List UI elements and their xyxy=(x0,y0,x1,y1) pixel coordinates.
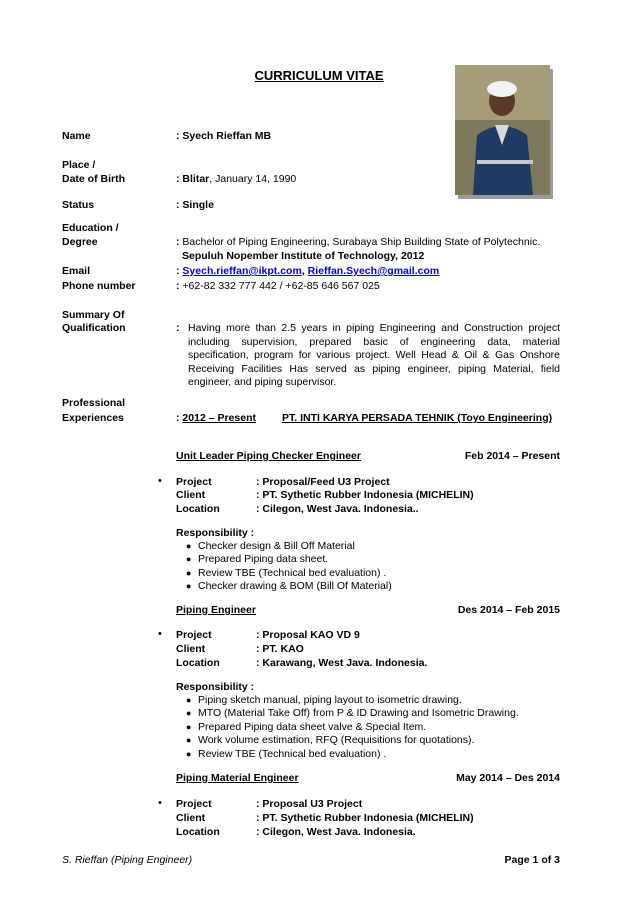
education-label: Education / xyxy=(62,222,119,234)
client-key: Client xyxy=(176,643,206,655)
project-key: Project xyxy=(176,798,212,810)
client-key: Client xyxy=(176,489,206,501)
document-title: CURRICULUM VITAE xyxy=(254,68,384,83)
bullet-icon: • xyxy=(158,797,162,809)
list-item xyxy=(186,540,392,553)
degree-line-2: Sepuluh Nopember Institute of Technology, 2012 xyxy=(182,250,425,262)
bullet-icon: ● xyxy=(186,708,192,719)
summary-line: Having more than 2.5 years in piping Engineering and Construction project xyxy=(188,322,560,334)
role-dates: Des 2014 – Feb 2015 xyxy=(457,604,560,616)
bullet-icon: ● xyxy=(186,541,192,551)
role-title: Piping Engineer xyxy=(176,604,256,616)
dob-label: Date of Birth xyxy=(62,173,125,185)
email-link-2[interactable]: Rieffan.Syech@gmail.com xyxy=(307,265,440,277)
role-title: Piping Material Engineer xyxy=(176,772,299,784)
email-value xyxy=(176,265,439,277)
location-value: : Cilegon, West Java. Indonesia. xyxy=(256,826,416,838)
summary-line: specification, program for various project. Well Head & Oil & Gas Onshore xyxy=(188,349,560,362)
degree-label: Degree xyxy=(62,236,98,248)
list-item xyxy=(186,721,519,734)
dob-value xyxy=(176,173,296,185)
list-item xyxy=(186,580,392,593)
bullet-icon: ● xyxy=(186,554,192,565)
phone-value xyxy=(176,280,380,292)
responsibility-list xyxy=(186,540,392,594)
responsibility-item: Checker drawing & BOM (Bill Of Material) xyxy=(198,580,392,593)
email-label: Email xyxy=(62,265,91,277)
responsibility-item: Review TBE (Technical bed evaluation) . xyxy=(198,747,387,760)
project-value: : Proposal KAO VD 9 xyxy=(256,629,360,641)
responsibility-item: Prepared Piping data sheet valve & Special Item. xyxy=(198,720,427,733)
role-header xyxy=(176,450,560,462)
list-item xyxy=(186,748,519,761)
project-row xyxy=(176,629,360,641)
client-key: Client xyxy=(176,812,206,824)
client-row xyxy=(176,812,474,824)
client-row xyxy=(176,489,474,501)
employment-header xyxy=(176,412,560,424)
list-item xyxy=(186,734,519,747)
project-key: Project xyxy=(176,476,212,488)
summary-line: including supervision, prepared basic of engineering data, material xyxy=(188,335,560,348)
client-row xyxy=(176,643,304,655)
footer-author: S. Rieffan (Piping Engineer) xyxy=(62,854,193,866)
role-dates: May 2014 – Des 2014 xyxy=(456,772,560,784)
location-value: : Cilegon, West Java. Indonesia.. xyxy=(256,503,419,515)
email-colon: : xyxy=(176,265,180,277)
project-value: : Proposal/Feed U3 Project xyxy=(256,476,390,488)
project-key: Project xyxy=(176,629,212,641)
responsibility-item: Review TBE (Technical bed evaluation) . xyxy=(198,566,387,579)
responsibility-item: Work volume estimation, RFQ (Requisitions for quotations). xyxy=(198,734,475,747)
professional-label: Professional xyxy=(62,397,126,409)
qualification-label: Qualification xyxy=(62,322,126,334)
client-value: : PT. Sythetic Rubber Indonesia (MICHELIN) xyxy=(256,812,474,824)
role-header xyxy=(176,772,560,784)
role-header xyxy=(176,604,560,616)
location-value: : Karawang, West Java. Indonesia. xyxy=(256,657,428,669)
responsibility-label: Responsibility : xyxy=(176,527,255,539)
project-value: : Proposal U3 Project xyxy=(256,798,363,810)
list-item xyxy=(186,694,519,707)
client-value: : PT. KAO xyxy=(256,643,304,655)
dob-colon: : xyxy=(176,173,180,185)
responsibility-list xyxy=(186,694,519,761)
email-separator: , xyxy=(301,265,305,277)
project-row xyxy=(176,476,390,488)
project-row xyxy=(176,798,362,810)
email-link-1[interactable]: Syech.rieffan@ikpt.com xyxy=(182,265,302,277)
list-item xyxy=(186,553,392,566)
role-dates: Feb 2014 – Present xyxy=(464,450,560,462)
summary-text xyxy=(188,322,560,390)
location-row xyxy=(176,503,419,515)
phone-colon: : xyxy=(176,280,180,292)
bullet-icon: ● xyxy=(186,581,192,592)
birth-date: , January 14, 1990 xyxy=(209,173,297,185)
responsibility-item: Piping sketch manual, piping layout to isometric drawing. xyxy=(198,694,462,706)
degree-colon: : xyxy=(176,236,180,248)
place-label: Place / xyxy=(62,159,96,171)
bullet-icon: ● xyxy=(186,567,192,578)
responsibility-item: MTO (Material Take Off) from P & ID Drawing and Isometric Drawing. xyxy=(198,707,519,720)
summary-colon: : xyxy=(176,322,180,334)
page-number: Page 1 of 3 xyxy=(504,854,560,866)
summary-label: Summary Of xyxy=(62,309,125,321)
bullet-icon: ● xyxy=(186,748,192,759)
company-name: PT. INTI KARYA PERSADA TEHNIK (Toyo Engineering) xyxy=(282,412,553,424)
profile-photo xyxy=(455,65,550,195)
list-item xyxy=(186,567,392,580)
role-title: Unit Leader Piping Checker Engineer xyxy=(176,450,361,462)
bullet-icon: • xyxy=(158,475,162,487)
location-row xyxy=(176,826,416,838)
name-value: : Syech Rieffan MB xyxy=(176,130,272,142)
summary-line: engineer, and piping supervisor. xyxy=(188,376,337,389)
bullet-icon: ● xyxy=(186,735,192,746)
person-photo-icon xyxy=(455,65,550,195)
phone-number: +62-82 332 777 442 / +62-85 646 567 025 xyxy=(182,280,380,292)
responsibility-item: Prepared Piping data sheet. xyxy=(198,553,329,566)
location-key: Location xyxy=(176,657,220,669)
status-label: Status xyxy=(62,199,95,211)
birth-city: Blitar xyxy=(182,173,210,185)
client-value: : PT. Sythetic Rubber Indonesia (MICHELIN) xyxy=(256,489,474,501)
location-key: Location xyxy=(176,826,220,838)
responsibility-item: Checker design & Bill Off Material xyxy=(198,540,355,552)
page-footer xyxy=(62,854,560,866)
employment-colon: : xyxy=(176,412,180,424)
bullet-icon: ● xyxy=(186,721,192,732)
location-key: Location xyxy=(176,503,220,515)
bullet-icon: • xyxy=(158,628,162,640)
degree-value xyxy=(176,236,540,248)
list-item xyxy=(186,707,519,720)
location-row xyxy=(176,657,427,669)
phone-label: Phone number xyxy=(62,280,136,292)
employment-period: 2012 – Present xyxy=(182,412,256,424)
bullet-icon: ● xyxy=(186,695,192,705)
degree-line-1: Bachelor of Piping Engineering, Surabaya Ship Building State of Polytechnic. xyxy=(182,236,541,248)
status-value: : Single xyxy=(176,199,214,211)
name-label: Name xyxy=(62,130,91,142)
experiences-label: Experiences xyxy=(62,412,124,424)
responsibility-label: Responsibility : xyxy=(176,681,255,693)
summary-line: Receiving Facilities Has served as piping engineer, piping Material, field xyxy=(188,362,560,375)
